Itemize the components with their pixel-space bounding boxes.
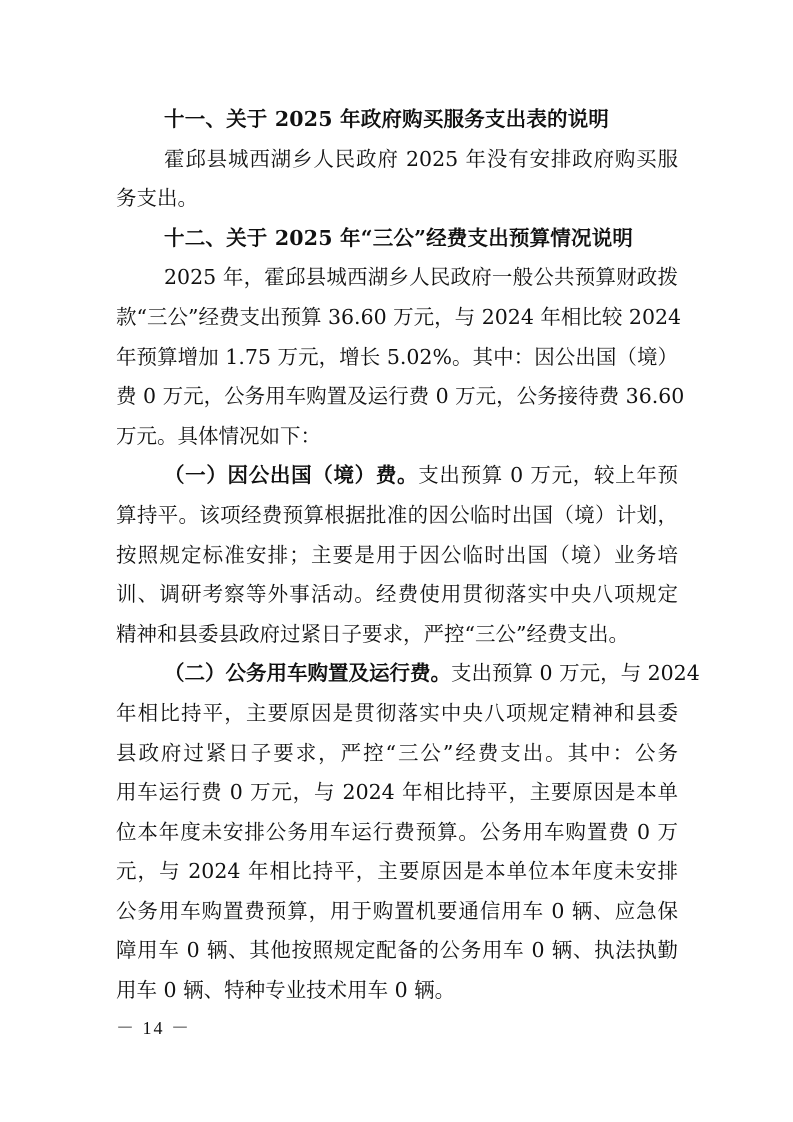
- item-2-line: 元，与 2024 年相比持平，主要原因是本单位本年度未安排: [116, 859, 678, 884]
- page-number: － 14 －: [116, 1018, 191, 1038]
- item-1-line: 训、调研考察等外事活动。经费使用贯彻落实中央八项规定: [116, 582, 678, 607]
- item-1-first-line: [116, 456, 678, 496]
- item-1-line: 按照规定标准安排；主要是用于因公临时出国（境）业务培: [116, 542, 678, 567]
- item-2-line: 年相比持平，主要原因是贯彻落实中央八项规定精神和县委: [116, 700, 678, 725]
- section-12-paragraph-line: 款“三公”经费支出预算 36.60 万元，与 2024 年相比较 2024: [116, 304, 682, 329]
- item-1-lead: （一）因公出国（境）费。: [164, 463, 419, 488]
- item-2-first-line: [116, 654, 700, 694]
- item-2-line: 县政府过紧日子要求，严控“三公”经费支出。其中：公务: [116, 740, 678, 765]
- section-12-paragraph-line: 年预算增加 1.75 万元，增长 5.02%。其中：因公出国（境）: [116, 344, 678, 369]
- item-1-line: 算持平。该项经费预算根据批准的因公临时出国（境）计划，: [116, 502, 678, 527]
- item-2-line: 用车运行费 0 万元，与 2024 年相比持平，主要原因是本单: [116, 780, 678, 805]
- section-12-paragraph-line: 费 0 万元，公务用车购置及运行费 0 万元，公务接待费 36.60: [116, 384, 685, 409]
- section-11-paragraph-line: 霍邱县城西湖乡人民政府 2025 年没有安排政府购买服: [164, 146, 678, 171]
- item-2-line: 用车 0 辆、特种专业技术用车 0 辆。: [116, 978, 456, 1003]
- item-2-line: 障用车 0 辆、其他按照规定配备的公务用车 0 辆、执法执勤: [116, 938, 678, 963]
- item-2-line: 位本年度未安排公务用车运行费预算。公务用车购置费 0 万: [116, 819, 678, 844]
- item-1-line: 精神和县委县政府过紧日子要求，严控“三公”经费支出。: [116, 621, 629, 646]
- section-11-heading: 十一、关于 2025 年政府购买服务支出表的说明: [164, 107, 610, 131]
- item-1-first-line-text: 支出预算 0 万元，较上年预: [418, 463, 679, 488]
- section-12-paragraph-line: 万元。具体情况如下：: [116, 423, 321, 448]
- page-body: [116, 100, 700, 1011]
- section-12-paragraph-line: 2025 年，霍邱县城西湖乡人民政府一般公共预算财政拨: [164, 265, 678, 290]
- item-2-first-line-text: 支出预算 0 万元，与 2024: [451, 661, 700, 686]
- section-11-paragraph-line: 务支出。: [116, 186, 198, 211]
- item-2-lead: （二）公务用车购置及运行费。: [164, 661, 451, 686]
- item-2-line: 公务用车购置费预算，用于购置机要通信用车 0 辆、应急保: [116, 898, 678, 923]
- section-12-heading: 十二、关于 2025 年“三公”经费支出预算情况说明: [164, 225, 634, 250]
